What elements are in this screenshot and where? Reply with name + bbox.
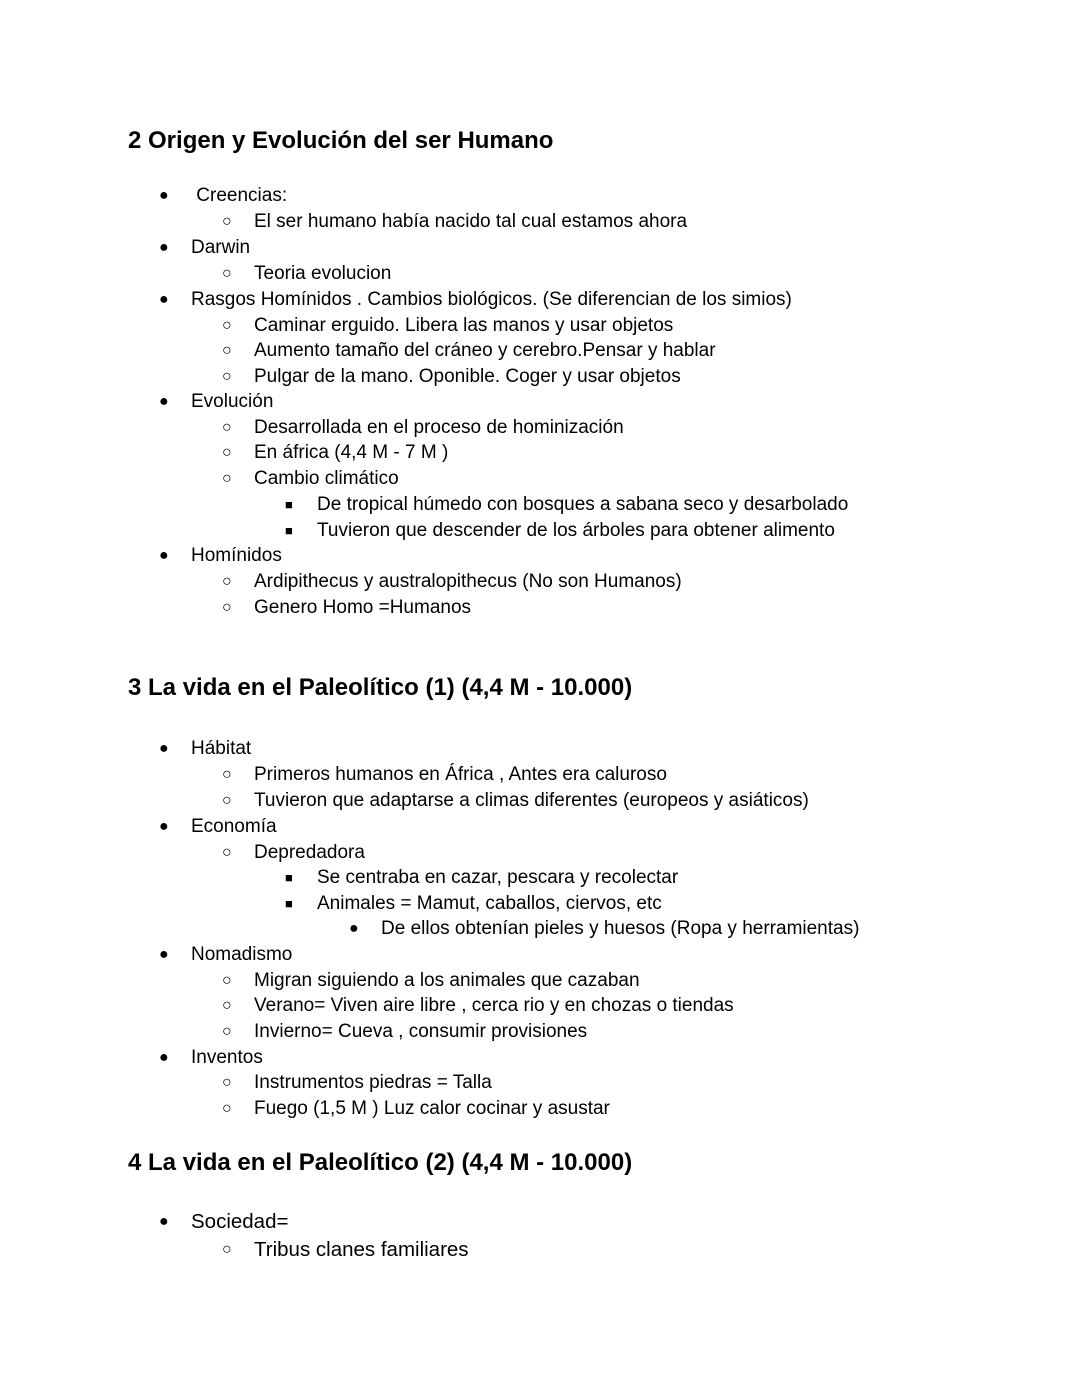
bullet-circle-icon: [222, 1071, 232, 1095]
bullet-disc-icon: [349, 917, 359, 941]
list-item: En áfrica (4,4 M - 7 M ): [254, 442, 449, 463]
list-item: Tribus clanes familiares: [254, 1238, 469, 1261]
list-item: Desarrollada en el proceso de hominización: [254, 417, 624, 438]
bullet-circle-icon: [222, 763, 232, 787]
list-item: De ellos obtenían pieles y huesos (Ropa y herramientas): [381, 918, 860, 939]
bullet-circle-icon: [222, 262, 232, 286]
list-item: Caminar erguido. Libera las manos y usar objetos: [254, 315, 674, 336]
list-item: Primeros humanos en África , Antes era caluroso: [254, 764, 667, 785]
bullet-circle-icon: [222, 467, 232, 491]
list-item: Cambio climático: [254, 468, 399, 489]
bullet-circle-icon: [222, 789, 232, 813]
list-item: Se centraba en cazar, pescara y recolectar: [317, 867, 679, 888]
bullet-disc-icon: [159, 1210, 169, 1234]
section-heading: 3 La vida en el Paleolítico (1) (4,4 M - 10.000): [128, 674, 633, 701]
bullet-circle-icon: [222, 1097, 232, 1121]
list-item: Darwin: [191, 237, 251, 258]
bullet-disc-icon: [159, 390, 169, 414]
bullet-circle-icon: [222, 596, 232, 620]
list-item: Tuvieron que descender de los árboles para obtener alimento: [317, 520, 835, 541]
list-item: De tropical húmedo con bosques a sabana seco y desarbolado: [317, 494, 849, 515]
bullet-disc-icon: [159, 1046, 169, 1070]
list-item: Pulgar de la mano. Oponible. Coger y usar objetos: [254, 366, 681, 387]
list-item: Depredadora: [254, 842, 365, 863]
bullet-circle-icon: [222, 441, 232, 465]
bullet-disc-icon: [159, 737, 169, 761]
bullet-disc-icon: [159, 544, 169, 568]
bullet-circle-icon: [222, 339, 232, 363]
bullet-circle-icon: [222, 1020, 232, 1044]
bullet-square-icon: [285, 866, 293, 890]
bullet-disc-icon: [159, 236, 169, 260]
list-item: Instrumentos piedras = Talla: [254, 1072, 492, 1093]
bullet-circle-icon: [222, 570, 232, 594]
list-item: El ser humano había nacido tal cual estamos ahora: [254, 211, 688, 232]
list-item: Teoria evolucion: [254, 263, 392, 284]
list-item: Ardipithecus y australopithecus (No son Humanos): [254, 571, 682, 592]
list-item: Invierno= Cueva , consumir provisiones: [254, 1021, 588, 1042]
list-item: Nomadismo: [191, 944, 293, 965]
bullet-circle-icon: [222, 841, 232, 865]
bullet-disc-icon: [159, 288, 169, 312]
list-item: Creencias:: [191, 185, 288, 206]
bullet-circle-icon: [222, 210, 232, 234]
section-heading: 4 La vida en el Paleolítico (2) (4,4 M - 10.000): [128, 1149, 633, 1176]
list-item: Genero Homo =Humanos: [254, 597, 472, 618]
bullet-circle-icon: [222, 365, 232, 389]
bullet-square-icon: [285, 493, 293, 517]
list-item: Evolución: [191, 391, 274, 412]
list-item: Homínidos: [191, 545, 282, 566]
list-item: Economía: [191, 816, 277, 837]
bullet-disc-icon: [159, 184, 169, 208]
bullet-circle-icon: [222, 314, 232, 338]
list-item: Hábitat: [191, 738, 252, 759]
list-item: Migran siguiendo a los animales que cazaban: [254, 970, 640, 991]
list-item: Inventos: [191, 1047, 263, 1068]
bullet-square-icon: [285, 892, 293, 916]
bullet-circle-icon: [222, 994, 232, 1018]
bullet-circle-icon: [222, 969, 232, 993]
bullet-disc-icon: [159, 943, 169, 967]
bullet-circle-icon: [222, 1238, 232, 1262]
bullet-square-icon: [285, 519, 293, 543]
list-item: Aumento tamaño del cráneo y cerebro.Pensar y hablar: [254, 340, 716, 361]
list-item: Sociedad=: [191, 1210, 289, 1233]
list-item: Rasgos Homínidos . Cambios biológicos. (Se diferencian de los simios): [191, 289, 792, 310]
section-heading: 2 Origen y Evolución del ser Humano: [128, 127, 554, 154]
bullet-circle-icon: [222, 416, 232, 440]
bullet-disc-icon: [159, 815, 169, 839]
list-item: Tuvieron que adaptarse a climas diferentes (europeos y asiáticos): [254, 790, 809, 811]
list-item: Animales = Mamut, caballos, ciervos, etc: [317, 893, 662, 914]
list-item: Verano= Viven aire libre , cerca rio y en chozas o tiendas: [254, 995, 734, 1016]
list-item: Fuego (1,5 M ) Luz calor cocinar y asustar: [254, 1098, 610, 1119]
